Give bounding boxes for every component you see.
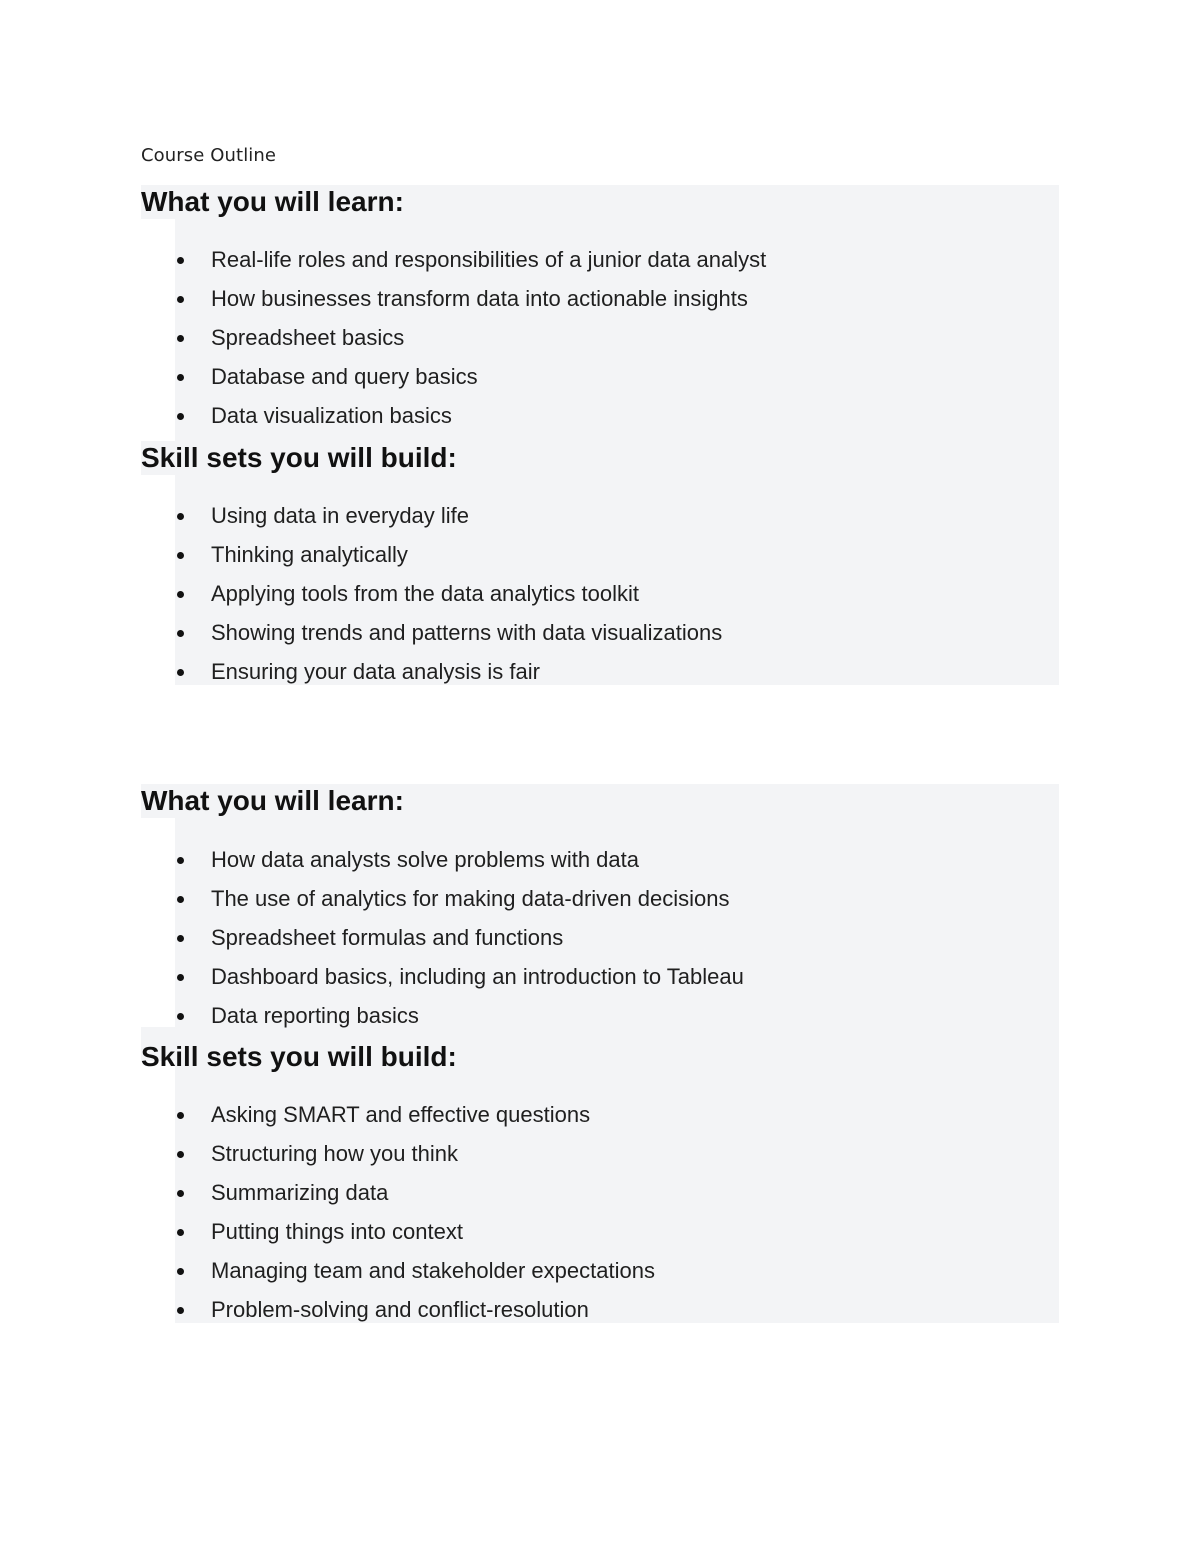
bullet-icon bbox=[177, 669, 184, 676]
bullet-icon bbox=[177, 896, 184, 903]
bullet-icon bbox=[177, 1190, 184, 1197]
list-item: Putting things into context bbox=[175, 1218, 655, 1257]
list-item: Data visualization basics bbox=[175, 402, 766, 441]
learn-list bbox=[175, 246, 766, 441]
bullet-icon bbox=[177, 1013, 184, 1020]
list-item: Applying tools from the data analytics toolkit bbox=[175, 580, 722, 619]
bullet-icon bbox=[177, 935, 184, 942]
learn-heading: What you will learn: bbox=[141, 186, 404, 217]
document-title: Course Outline bbox=[141, 145, 277, 166]
list-item: Ensuring your data analysis is fair bbox=[175, 658, 722, 697]
list-item: Showing trends and patterns with data visualizations bbox=[175, 619, 722, 658]
list-item: Database and query basics bbox=[175, 363, 766, 402]
list-item: Summarizing data bbox=[175, 1179, 655, 1218]
list-item: Asking SMART and effective questions bbox=[175, 1101, 655, 1140]
list-item: Spreadsheet formulas and functions bbox=[175, 924, 744, 963]
bullet-icon bbox=[177, 413, 184, 420]
bullet-icon bbox=[177, 591, 184, 598]
list-item: The use of analytics for making data-driven decisions bbox=[175, 885, 744, 924]
bullet-icon bbox=[177, 374, 184, 381]
list-item: How data analysts solve problems with data bbox=[175, 846, 744, 885]
skills-heading: Skill sets you will build: bbox=[141, 1041, 457, 1072]
bullet-icon bbox=[177, 1112, 184, 1119]
bullet-icon bbox=[177, 1229, 184, 1236]
list-item: Thinking analytically bbox=[175, 541, 722, 580]
list-item: Structuring how you think bbox=[175, 1140, 655, 1179]
skills-heading: Skill sets you will build: bbox=[141, 442, 457, 473]
skills-list bbox=[175, 1101, 655, 1335]
bullet-icon bbox=[177, 296, 184, 303]
list-item: Managing team and stakeholder expectations bbox=[175, 1257, 655, 1296]
list-item: Using data in everyday life bbox=[175, 502, 722, 541]
learn-list bbox=[175, 846, 744, 1041]
list-item: How businesses transform data into actionable insights bbox=[175, 285, 766, 324]
skills-list bbox=[175, 502, 722, 697]
bullet-icon bbox=[177, 335, 184, 342]
list-item: Problem-solving and conflict-resolution bbox=[175, 1296, 655, 1335]
bullet-icon bbox=[177, 1151, 184, 1158]
bullet-icon bbox=[177, 857, 184, 864]
bullet-icon bbox=[177, 630, 184, 637]
bullet-icon bbox=[177, 1307, 184, 1314]
bullet-icon bbox=[177, 513, 184, 520]
bullet-icon bbox=[177, 257, 184, 264]
bullet-icon bbox=[177, 1268, 184, 1275]
bullet-icon bbox=[177, 974, 184, 981]
list-item: Real-life roles and responsibilities of a junior data analyst bbox=[175, 246, 766, 285]
bullet-icon bbox=[177, 552, 184, 559]
list-item: Dashboard basics, including an introduction to Tableau bbox=[175, 963, 744, 1002]
list-item: Data reporting basics bbox=[175, 1002, 744, 1041]
learn-heading: What you will learn: bbox=[141, 785, 404, 816]
list-item: Spreadsheet basics bbox=[175, 324, 766, 363]
